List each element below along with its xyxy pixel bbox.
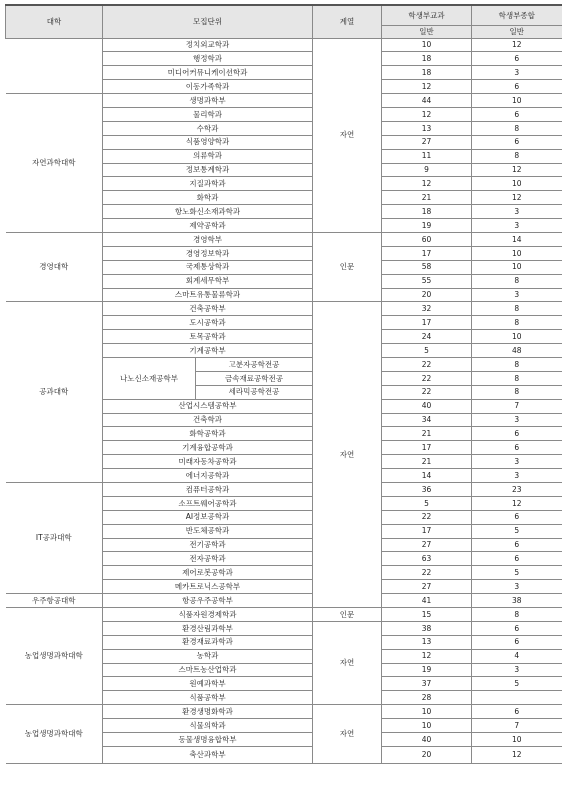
recruit-unit-cell: 동물생명융합학부 — [103, 733, 313, 747]
recruit-unit-cell: 기계융합공학과 — [103, 441, 313, 455]
subject-count-cell: 63 — [382, 552, 472, 566]
comprehensive-count-cell: 12 — [472, 496, 562, 510]
track-cell: 자연 — [313, 705, 382, 764]
recruit-unit-cell: 에너지공학과 — [103, 469, 313, 483]
subject-count-cell: 15 — [382, 608, 472, 622]
subject-count-cell: 27 — [382, 135, 472, 149]
track-cell: 인문 — [313, 232, 382, 301]
recruit-unit-cell: 생명과학부 — [103, 94, 313, 108]
subheader-general-2: 일반 — [472, 25, 562, 38]
recruit-unit-cell: 전기공학과 — [103, 538, 313, 552]
subject-count-cell: 10 — [382, 705, 472, 719]
comprehensive-count-cell: 8 — [472, 357, 562, 371]
comprehensive-count-cell: 8 — [472, 121, 562, 135]
major-cell: 세라믹공학전공 — [196, 385, 313, 399]
recruit-unit-cell: 컴퓨터공학과 — [103, 483, 313, 497]
comprehensive-count-cell: 8 — [472, 385, 562, 399]
comprehensive-count-cell: 8 — [472, 302, 562, 316]
subject-count-cell: 55 — [382, 274, 472, 288]
comprehensive-count-cell: 6 — [472, 538, 562, 552]
subject-count-cell: 41 — [382, 594, 472, 608]
comprehensive-count-cell: 6 — [472, 510, 562, 524]
table-row — [6, 302, 562, 316]
comprehensive-count-cell: 3 — [472, 219, 562, 233]
subject-count-cell: 19 — [382, 219, 472, 233]
admissions-table — [5, 4, 562, 764]
comprehensive-count-cell: 8 — [472, 274, 562, 288]
comprehensive-count-cell: 7 — [472, 719, 562, 733]
recruit-unit-cell: AI정보공학과 — [103, 510, 313, 524]
subject-count-cell: 13 — [382, 635, 472, 649]
recruit-unit-cell: 이동가족학과 — [103, 80, 313, 94]
recruit-unit-cell: 정보통계학과 — [103, 163, 313, 177]
comprehensive-count-cell: 6 — [472, 552, 562, 566]
comprehensive-count-cell: 6 — [472, 427, 562, 441]
subject-count-cell: 32 — [382, 302, 472, 316]
comprehensive-count-cell: 48 — [472, 344, 562, 358]
recruit-unit-cell: 스마트유통물류학과 — [103, 288, 313, 302]
recruit-unit-cell: 기계공학부 — [103, 344, 313, 358]
comprehensive-count-cell: 3 — [472, 413, 562, 427]
comprehensive-count-cell: 10 — [472, 246, 562, 260]
recruit-unit-cell: 환경산림과학부 — [103, 621, 313, 635]
table-row — [6, 705, 562, 719]
comprehensive-count-cell: 3 — [472, 580, 562, 594]
recruit-unit-cell: 스마트농산업학과 — [103, 663, 313, 677]
comprehensive-count-cell: 12 — [472, 191, 562, 205]
table-row — [6, 232, 562, 246]
comprehensive-count-cell: 8 — [472, 608, 562, 622]
header-track: 계열 — [313, 5, 382, 38]
table-body — [6, 38, 562, 763]
recruit-unit-cell: 지질과학과 — [103, 177, 313, 191]
recruit-unit-cell: 화학과 — [103, 191, 313, 205]
recruit-unit-cell: 항노화신소재과학과 — [103, 205, 313, 219]
parent-department-cell: 나노신소재공학부 — [103, 357, 196, 399]
recruit-unit-cell: 경영정보학과 — [103, 246, 313, 260]
comprehensive-count-cell: 3 — [472, 663, 562, 677]
university-cell: 우주항공대학 — [6, 594, 103, 608]
subject-count-cell: 11 — [382, 149, 472, 163]
recruit-unit-cell: 식품자원경제학과 — [103, 608, 313, 622]
subheader-general-1: 일반 — [382, 25, 472, 38]
recruit-unit-cell: 수학과 — [103, 121, 313, 135]
track-cell: 자연 — [313, 302, 382, 608]
comprehensive-count-cell: 7 — [472, 399, 562, 413]
recruit-unit-cell: 정치외교학과 — [103, 38, 313, 52]
table-row — [6, 608, 562, 622]
subject-count-cell: 17 — [382, 316, 472, 330]
comprehensive-count-cell: 6 — [472, 135, 562, 149]
subject-count-cell: 44 — [382, 94, 472, 108]
subject-count-cell: 19 — [382, 663, 472, 677]
header-student-record-subject: 학생부교과 — [382, 5, 472, 25]
recruit-unit-cell: 메카트로닉스공학부 — [103, 580, 313, 594]
recruit-unit-cell: 산업시스템공학부 — [103, 399, 313, 413]
admissions-table-wrapper — [5, 4, 561, 764]
comprehensive-count-cell: 3 — [472, 455, 562, 469]
subject-count-cell: 10 — [382, 719, 472, 733]
recruit-unit-cell: 미디어커뮤니케이션학과 — [103, 66, 313, 80]
recruit-unit-cell: 행정학과 — [103, 52, 313, 66]
subject-count-cell: 20 — [382, 288, 472, 302]
comprehensive-count-cell: 23 — [472, 483, 562, 497]
recruit-unit-cell: 소프트웨어공학과 — [103, 496, 313, 510]
subject-count-cell: 18 — [382, 205, 472, 219]
subject-count-cell: 22 — [382, 566, 472, 580]
recruit-unit-cell: 제어로봇공학과 — [103, 566, 313, 580]
comprehensive-count-cell: 3 — [472, 205, 562, 219]
university-cell: 농업생명과학대학 — [6, 705, 103, 764]
comprehensive-count-cell: 3 — [472, 469, 562, 483]
recruit-unit-cell: 국제통상학과 — [103, 260, 313, 274]
comprehensive-count-cell: 10 — [472, 260, 562, 274]
subject-count-cell: 17 — [382, 441, 472, 455]
subject-count-cell: 5 — [382, 344, 472, 358]
subject-count-cell: 60 — [382, 232, 472, 246]
comprehensive-count-cell: 6 — [472, 441, 562, 455]
recruit-unit-cell: 식품공학부 — [103, 691, 313, 705]
recruit-unit-cell: 토목공학과 — [103, 330, 313, 344]
major-cell: 고분자공학전공 — [196, 357, 313, 371]
subject-count-cell: 10 — [382, 38, 472, 52]
comprehensive-count-cell: 6 — [472, 107, 562, 121]
university-cell: 농업생명과학대학 — [6, 608, 103, 705]
subject-count-cell: 37 — [382, 677, 472, 691]
subject-count-cell: 21 — [382, 455, 472, 469]
table-row — [6, 94, 562, 108]
comprehensive-count-cell: 12 — [472, 163, 562, 177]
subject-count-cell: 21 — [382, 427, 472, 441]
university-cell — [6, 38, 103, 94]
subject-count-cell: 58 — [382, 260, 472, 274]
header-student-record-comprehensive: 학생부종합 — [472, 5, 562, 25]
table-row — [6, 483, 562, 497]
recruit-unit-cell: 의류학과 — [103, 149, 313, 163]
recruit-unit-cell: 식품영양학과 — [103, 135, 313, 149]
recruit-unit-cell: 도시공학과 — [103, 316, 313, 330]
recruit-unit-cell: 반도체공학과 — [103, 524, 313, 538]
subject-count-cell: 36 — [382, 483, 472, 497]
subject-count-cell: 22 — [382, 385, 472, 399]
recruit-unit-cell: 제약공학과 — [103, 219, 313, 233]
recruit-unit-cell: 환경생명화학과 — [103, 705, 313, 719]
header-university: 대학 — [6, 5, 103, 38]
subject-count-cell: 17 — [382, 524, 472, 538]
track-cell: 인문 — [313, 608, 382, 622]
subject-count-cell: 12 — [382, 649, 472, 663]
comprehensive-count-cell: 6 — [472, 635, 562, 649]
comprehensive-count-cell: 6 — [472, 52, 562, 66]
comprehensive-count-cell: 5 — [472, 566, 562, 580]
subject-count-cell: 40 — [382, 733, 472, 747]
subject-count-cell: 22 — [382, 371, 472, 385]
subject-count-cell: 12 — [382, 177, 472, 191]
university-cell: 자연과학대학 — [6, 94, 103, 233]
recruit-unit-cell: 물리학과 — [103, 107, 313, 121]
recruit-unit-cell: 축산과학부 — [103, 746, 313, 763]
subject-count-cell: 28 — [382, 691, 472, 705]
subject-count-cell: 13 — [382, 121, 472, 135]
comprehensive-count-cell: 6 — [472, 621, 562, 635]
comprehensive-count-cell — [472, 691, 562, 705]
comprehensive-count-cell: 4 — [472, 649, 562, 663]
comprehensive-count-cell: 10 — [472, 94, 562, 108]
comprehensive-count-cell: 10 — [472, 330, 562, 344]
track-cell: 자연 — [313, 621, 382, 704]
recruit-unit-cell: 건축공학부 — [103, 302, 313, 316]
subject-count-cell: 12 — [382, 107, 472, 121]
subject-count-cell: 27 — [382, 538, 472, 552]
comprehensive-count-cell: 38 — [472, 594, 562, 608]
track-cell: 자연 — [313, 38, 382, 232]
subject-count-cell: 40 — [382, 399, 472, 413]
subject-count-cell: 17 — [382, 246, 472, 260]
university-cell: 경영대학 — [6, 232, 103, 301]
subject-count-cell: 21 — [382, 191, 472, 205]
subject-count-cell: 12 — [382, 80, 472, 94]
comprehensive-count-cell: 10 — [472, 177, 562, 191]
table-row — [6, 38, 562, 52]
subject-count-cell: 22 — [382, 510, 472, 524]
subject-count-cell: 5 — [382, 496, 472, 510]
recruit-unit-cell: 건축학과 — [103, 413, 313, 427]
recruit-unit-cell: 원예과학부 — [103, 677, 313, 691]
subject-count-cell: 14 — [382, 469, 472, 483]
subject-count-cell: 24 — [382, 330, 472, 344]
recruit-unit-cell: 식물의학과 — [103, 719, 313, 733]
table-row — [6, 594, 562, 608]
subject-count-cell: 38 — [382, 621, 472, 635]
comprehensive-count-cell: 8 — [472, 149, 562, 163]
comprehensive-count-cell: 3 — [472, 66, 562, 80]
major-cell: 금속재료공학전공 — [196, 371, 313, 385]
comprehensive-count-cell: 6 — [472, 705, 562, 719]
comprehensive-count-cell: 12 — [472, 38, 562, 52]
header-recruit-unit: 모집단위 — [103, 5, 313, 38]
recruit-unit-cell: 항공우주공학부 — [103, 594, 313, 608]
comprehensive-count-cell: 12 — [472, 746, 562, 763]
recruit-unit-cell: 경영학부 — [103, 232, 313, 246]
recruit-unit-cell: 회계세무학부 — [103, 274, 313, 288]
subject-count-cell: 22 — [382, 357, 472, 371]
comprehensive-count-cell: 3 — [472, 288, 562, 302]
subject-count-cell: 18 — [382, 52, 472, 66]
comprehensive-count-cell: 10 — [472, 733, 562, 747]
university-cell: IT공과대학 — [6, 483, 103, 594]
subject-count-cell: 27 — [382, 580, 472, 594]
comprehensive-count-cell: 8 — [472, 371, 562, 385]
comprehensive-count-cell: 8 — [472, 316, 562, 330]
recruit-unit-cell: 화학공학과 — [103, 427, 313, 441]
recruit-unit-cell: 미래자동차공학과 — [103, 455, 313, 469]
recruit-unit-cell: 전자공학과 — [103, 552, 313, 566]
comprehensive-count-cell: 5 — [472, 677, 562, 691]
comprehensive-count-cell: 6 — [472, 80, 562, 94]
comprehensive-count-cell: 5 — [472, 524, 562, 538]
comprehensive-count-cell: 14 — [472, 232, 562, 246]
subject-count-cell: 34 — [382, 413, 472, 427]
subject-count-cell: 18 — [382, 66, 472, 80]
university-cell: 공과대학 — [6, 302, 103, 483]
recruit-unit-cell: 농학과 — [103, 649, 313, 663]
subject-count-cell: 20 — [382, 746, 472, 763]
recruit-unit-cell: 환경재료과학과 — [103, 635, 313, 649]
subject-count-cell: 9 — [382, 163, 472, 177]
